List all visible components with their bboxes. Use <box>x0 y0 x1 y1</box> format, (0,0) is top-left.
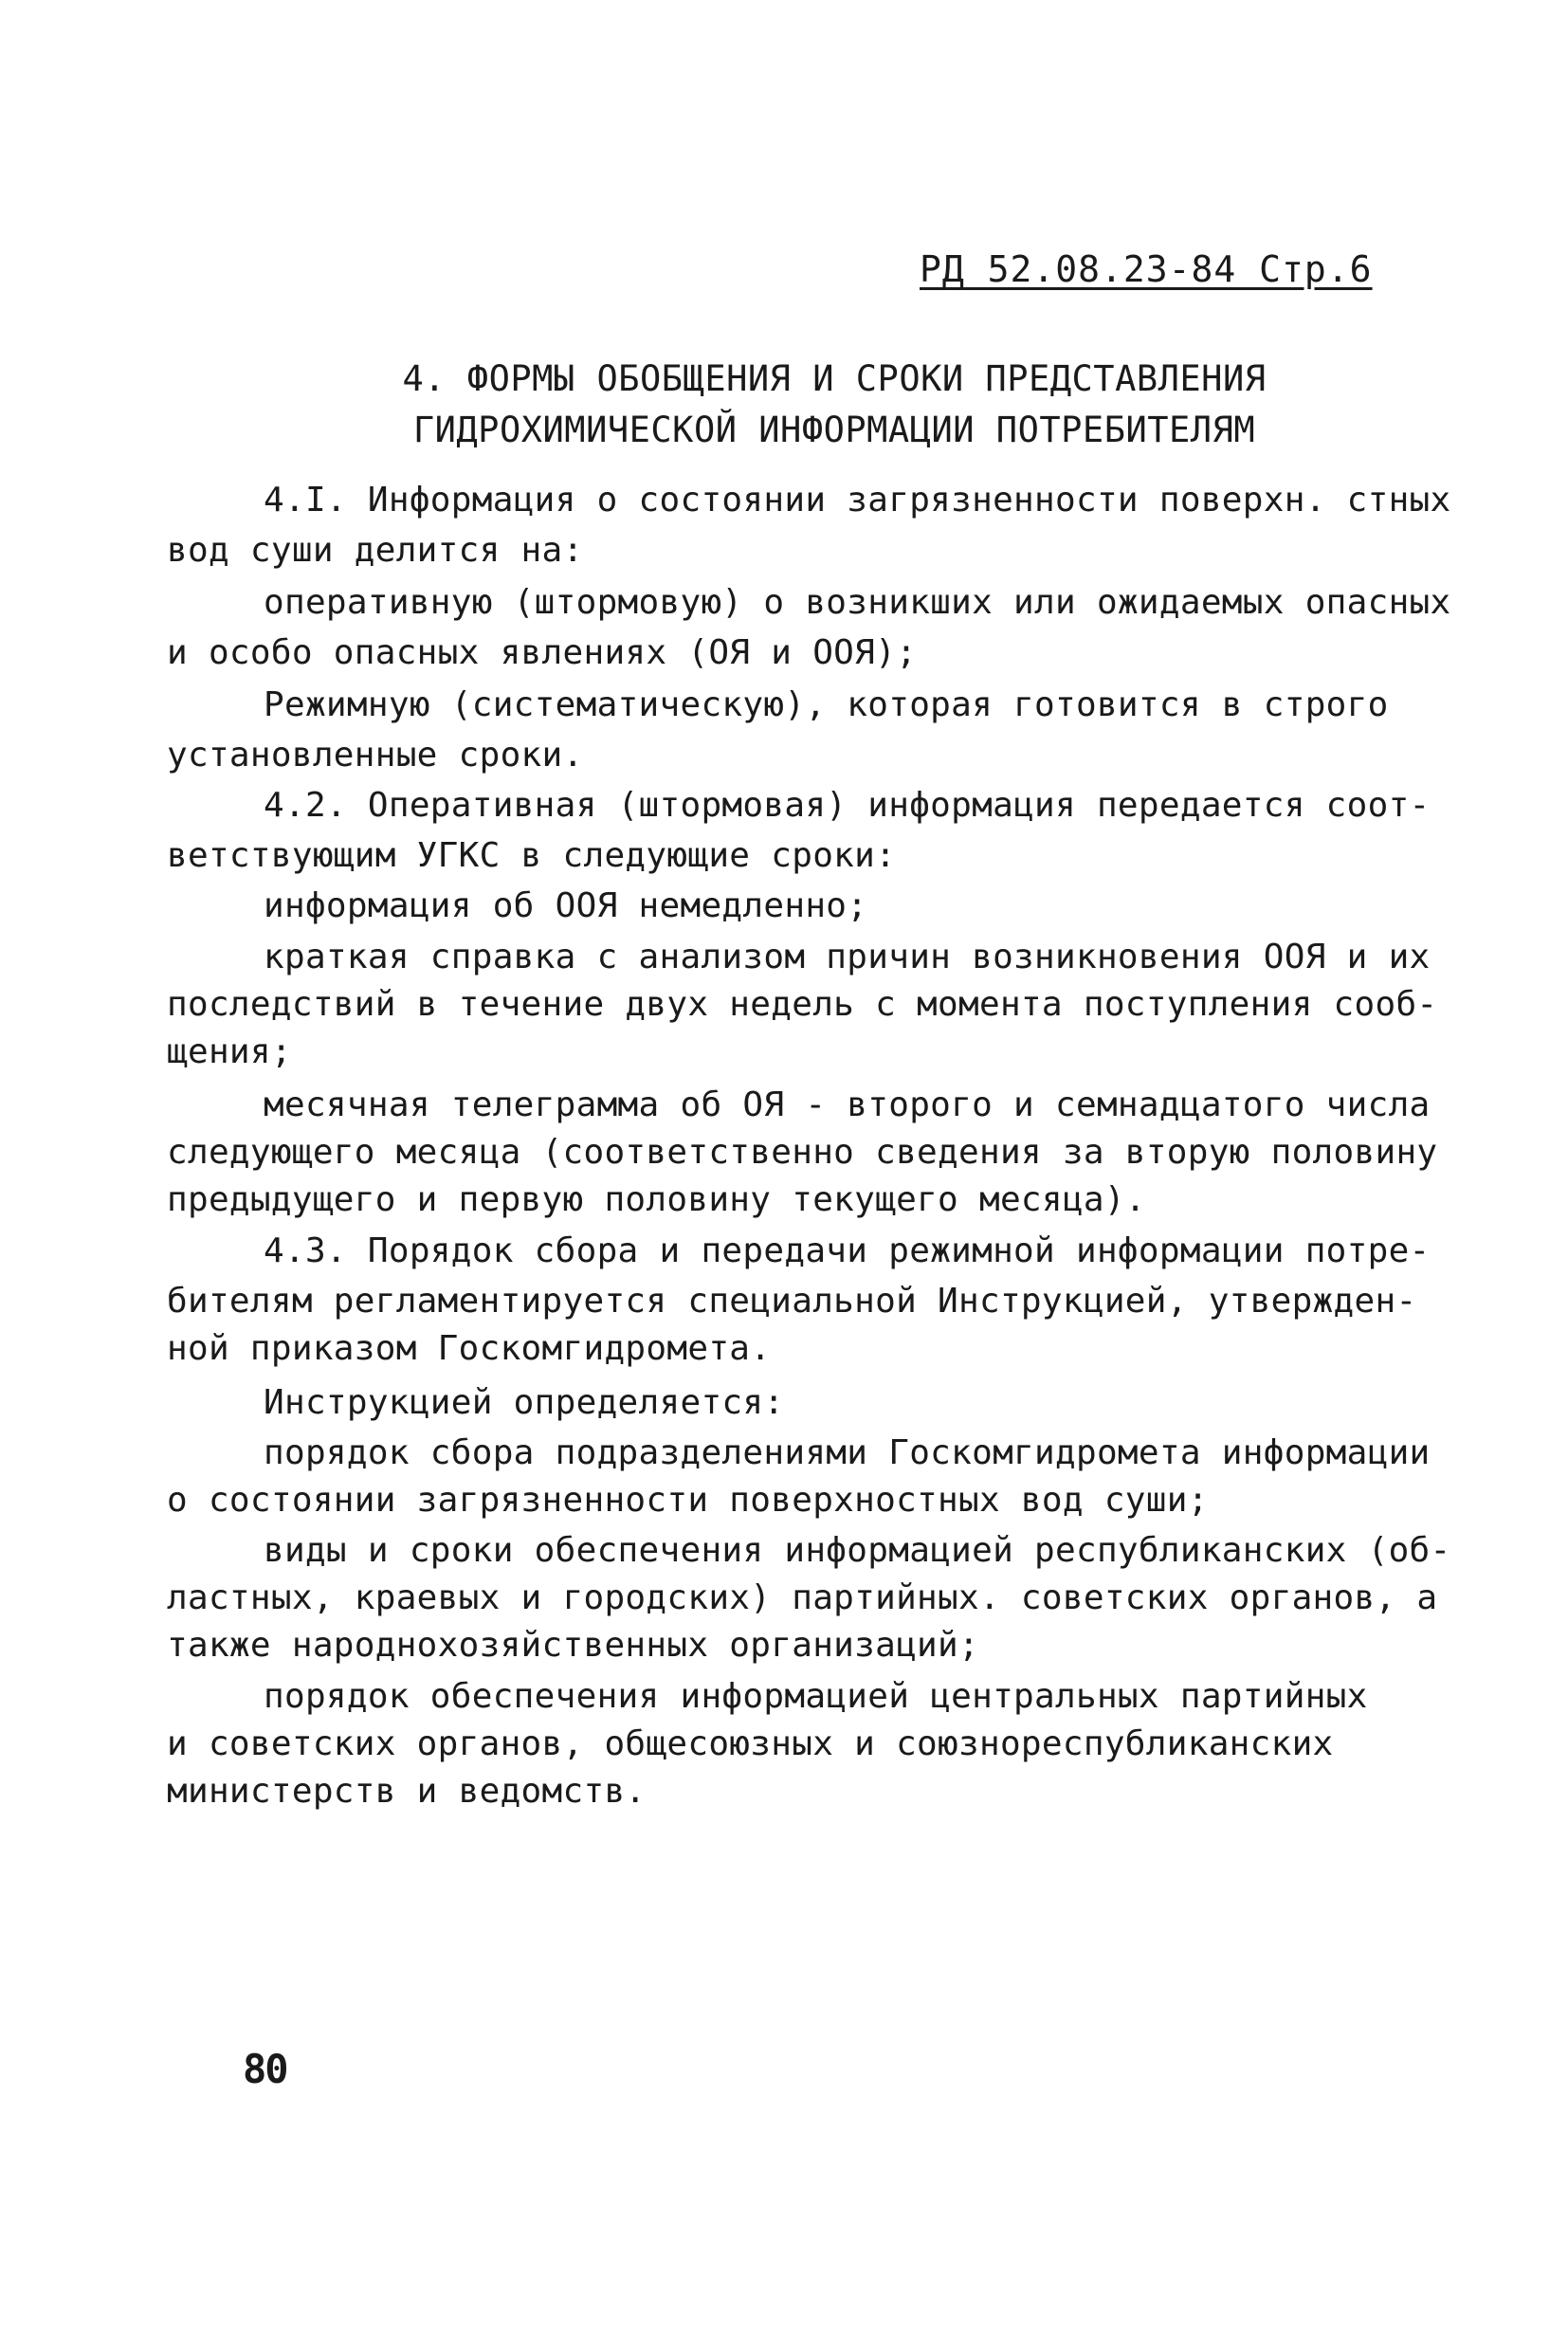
page-number: 80 <box>243 2046 287 2092</box>
body-line: министерств и ведомств. <box>167 1772 647 1811</box>
document-header: РД 52.08.23-84 Стр.6 <box>920 248 1373 290</box>
body-line: и особо опасных явлениях (ОЯ и ООЯ); <box>167 633 918 672</box>
body-line: 4.I. Информация о состоянии загрязненности поверхн. стных <box>264 481 1451 520</box>
section-title-line-2: ГИДРОХИМИЧЕСКОЙ ИНФОРМАЦИИ ПОТРЕБИТЕЛЯМ <box>412 410 1256 450</box>
body-line: порядок обеспечения информацией центральных партийных <box>264 1677 1368 1716</box>
body-line: виды и сроки обеспечения информацией республиканских (об- <box>264 1531 1451 1570</box>
body-line: установленные сроки. <box>167 736 584 775</box>
body-line: следующего месяца (соответственно сведения за вторую половину <box>167 1133 1438 1172</box>
body-line: вод суши делится на: <box>167 531 584 570</box>
body-line: бителям регламентируется специальной Инструкцией, утвержден- <box>167 1282 1417 1321</box>
body-line: и советских органов, общесоюзных и союзнореспубликанских <box>167 1724 1334 1763</box>
body-line: Инструкцией определяется: <box>264 1383 785 1422</box>
body-line: 4.3. Порядок сбора и передачи режимной информации потре- <box>264 1231 1431 1270</box>
body-line: Режимную (систематическую), которая готовится в строго <box>264 685 1389 724</box>
body-line: о состоянии загрязненности поверхностных вод суши; <box>167 1481 1209 1520</box>
body-line: ластных, краевых и городских) партийных. советских органов, а <box>167 1578 1438 1617</box>
body-line: предыдущего и первую половину текущего месяца). <box>167 1180 1146 1219</box>
body-line: порядок сбора подразделениями Госкомгидромета информации <box>264 1433 1431 1472</box>
body-line: ной приказом Госкомгидромета. <box>167 1329 772 1368</box>
body-line: щения; <box>167 1032 292 1071</box>
body-line: последствий в течение двух недель с момента поступления сооб- <box>167 985 1438 1024</box>
body-line: информация об ООЯ немедленно; <box>264 886 868 925</box>
body-line: 4.2. Оперативная (штормовая) информация передается соот- <box>264 786 1431 825</box>
body-line: оперативную (штормовую) о возникших или ожидаемых опасных <box>264 583 1451 622</box>
body-line: ветствующим УГКС в следующие сроки: <box>167 836 897 875</box>
body-line: также народнохозяйственных организаций; <box>167 1626 979 1665</box>
body-line: краткая справка с анализом причин возникновения ООЯ и их <box>264 938 1431 976</box>
body-line: месячная телеграмма об ОЯ - второго и семнадцатого числа <box>264 1085 1431 1124</box>
section-title-line-1: 4. ФОРМЫ ОБОБЩЕНИЯ И СРОКИ ПРЕДСТАВЛЕНИЯ <box>402 358 1267 399</box>
